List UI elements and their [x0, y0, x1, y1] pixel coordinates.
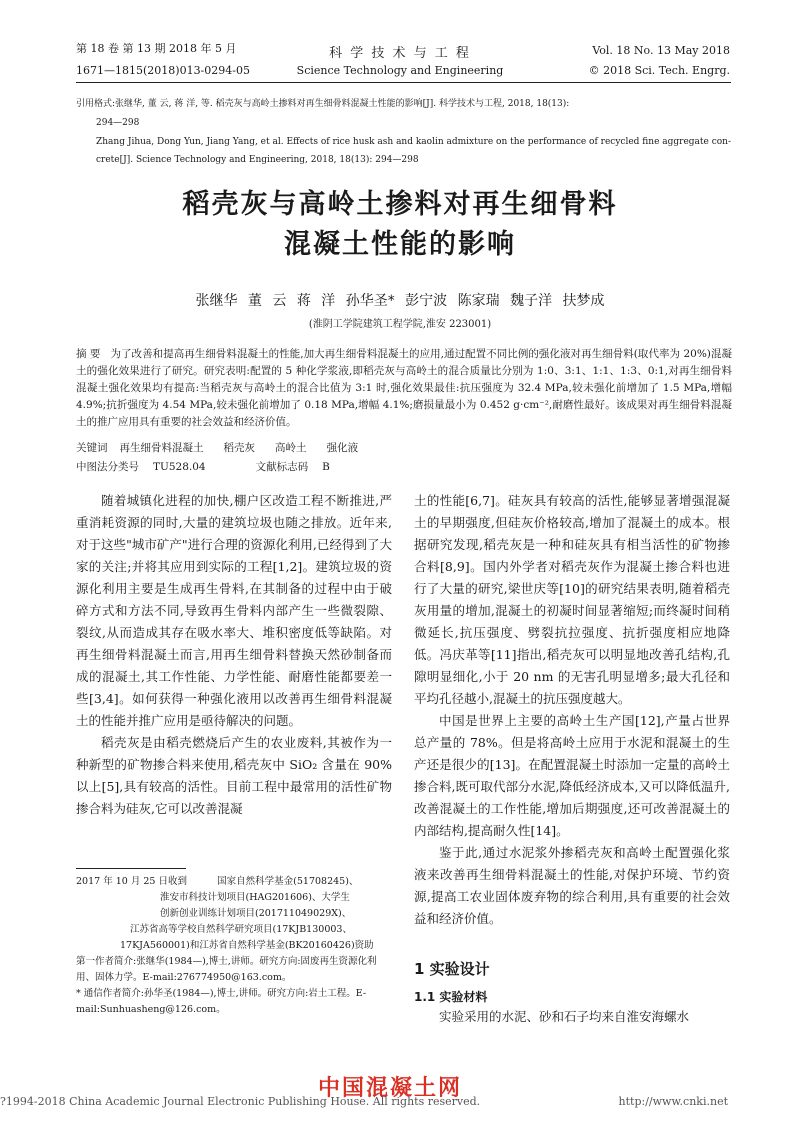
journal-issue-cn: 第 18 卷 第 13 期 2018 年 5 月 [76, 42, 237, 55]
article-title-line1: 稻壳灰与高岭土掺料对再生细骨料 [182, 189, 618, 220]
keywords-line [76, 440, 358, 455]
section-heading-1: 1 实验设计 [414, 960, 490, 978]
footnote-fund-3: 江苏省高等学校自然科学研究项目(17KJB130003、 [130, 924, 352, 935]
affiliation: (淮阴工学院建筑工程学院,淮安 223001) [308, 319, 492, 330]
materials-paragraph: 实验采用的水泥、砂和石子均来自淮安海螺水 [439, 1009, 690, 1024]
footnote-received: 2017 年 10 月 25 日收到 国家自然科学基金(51708245)、 [76, 876, 359, 887]
footnote-corresponding-author: * 通信作者简介:孙华圣(1984—),博士,讲师。研究方向:岩土工程。E-mail:Sunhuasheng@126.com。 [76, 988, 367, 1015]
clc-label: 中图法分类号 [76, 461, 139, 473]
clc-code: TU528.04 [153, 461, 206, 473]
journal-name-cn: 科 学 技 术 与 工 程 [329, 46, 471, 61]
abstract-label: 摘 要 [76, 348, 101, 360]
journal-copyright: © 2018 Sci. Tech. Engrg. [588, 64, 730, 77]
doc-code: B [322, 461, 330, 473]
journal-name-en: Science Technology and Engineering [296, 64, 504, 77]
abstract [76, 346, 732, 431]
right-paragraph-2: 中国是世界上主要的高岭土生产国[12],产量占世界总产量的 78%。但是将高岭土应用于水泥和混凝土的生产还是很少的[13]。在配置混凝土时添加一定量的高岭土掺合料,既可取代部分水泥,降低经济成本,又可以降低温升,改善混凝土的工作性能,增加后期强度,还可改善混凝土的内部结构,提高耐久性[14]。 [414, 713, 730, 838]
footnote [76, 874, 391, 1018]
footnote-rule [76, 868, 186, 869]
footnote-fund-1: 淮安市科技计划项目(HAG201606)、大学生 [160, 892, 350, 903]
watermark-logo-text: 中国混凝土网 [318, 1076, 463, 1101]
left-column [76, 490, 392, 820]
right-paragraph-3: 鉴于此,通过水泥浆外掺稻壳灰和高岭土配置强化浆液来改善再生细骨料混凝土的性能,对保护环境、节约资源,提高工农业固体废弃物的综合利用,具有重要的社会效益和经济价值。 [414, 845, 730, 926]
header-rule [76, 82, 731, 83]
right-column-tail [414, 1006, 730, 1028]
intro-paragraph-1: 随着城镇化进程的加快,棚户区改造工程不断推进,严重消耗资源的同时,大量的建筑垃圾也随之排放。近年来,对于这些"城市矿产"进行合理的资源化利用,已经得到了大家的关注;并将其应用到实际的工程[1,2]。建筑垃圾的资源化利用主要是生成再生骨料,在其制备的过程中由于破碎方式和方法不同,导致再生骨料内部产生一些微裂隙、裂纹,从而造成其存在吸水率大、堆积密度低等缺陷。对再生细骨料混凝土而言,用再生细骨料替换天然砂制备而成的混凝土,其工作性能、力学性能、耐磨性能都要差一些[3,4]。如何获得一种强化液用以改善再生细骨料混凝土的性能并推广应用是亟待解决的问题。 [76, 493, 392, 728]
classification-line [76, 459, 330, 474]
footnote-first-author: 第一作者简介:张继华(1984—),博士,讲师。研究方向:固废再生资源化利用、固体力学。E-mail:276774950@163.com。 [76, 956, 377, 983]
footer-copyright: ?1994-2018 China Academic Journal Electronic Publishing House. All rights reserved. [0, 1095, 481, 1108]
abstract-text: 为了改善和提高再生细骨料混凝土的性能,加大再生细骨料混凝土的应用,通过配置不同比例的强化液对再生细骨料(取代率为 20%)混凝土的强化效果进行了研究。研究表明:配置的 5 种化学浆液,即稻壳灰与高岭土的混合质量比分别为 1:0、3:1、1:1、1:3、0:1,对再生细骨料混凝土强化效果均有提高:当稻壳灰与高岭土的混合比值为 3:1 时,强化效果最佳:抗压强度为 32.4 MPa,较未强化前增加了 1.5 MPa,增幅 4.9%;抗折强度为 4.54 MPa,较未强化前增加了 0.18 MPa,增幅 4.1%;磨损量最小为 0.452 g·cm⁻²,耐磨性最好。该成果对再生细骨料混凝土的推广应用具有重要的社会效益和经济价值。 [76, 348, 732, 428]
right-column [414, 490, 730, 930]
citation-en-line1: Zhang Jihua, Dong Yun, Jiang Yang, et al. Effects of rice husk ash and kaolin admixture on the performance of recycled fine aggregate con- [96, 137, 732, 147]
journal-article-number: 1671—1815(2018)013-0294-05 [76, 64, 250, 77]
doc-code-label: 文献标志码 [255, 461, 309, 473]
right-paragraph-1: 土的性能[6,7]。硅灰具有较高的活性,能够显著增强混凝土的早期强度,但硅灰价格较高,增加了混凝土的成本。根据研究发现,稻壳灰是一种和硅灰具有相当活性的矿物掺合料[8,9]。国内外学者对稻壳灰作为混凝土掺合料也进行了大量的研究,梁世庆等[10]的研究结果表明,随着稻壳灰用量的增加,混凝土的初凝时间显著缩短;而终凝时间稍微延长,抗压强度、劈裂抗拉强度、抗折强度相应地降低。冯庆革等[11]指出,稻壳灰可以明显地改善孔结构,孔隙明显细化,小于 20 nm 的无害孔明显增多;最大孔径和平均孔径越小,混凝土的抗压强度越大。 [414, 493, 730, 706]
keywords-label: 关键词 [76, 442, 108, 454]
keywords: 再生细骨料混凝土 稻壳灰 高岭土 强化液 [119, 442, 359, 454]
footer-url[interactable]: http://www.cnki.net [618, 1095, 728, 1108]
journal-volume-en: Vol. 18 No. 13 May 2018 [592, 44, 730, 57]
citation-cn-pages: 294—298 [96, 118, 140, 128]
citation-cn: 引用格式:张继华, 董 云, 蒋 洋, 等. 稻壳灰与高岭土掺料对再生细骨料混凝土性能的影响[J]. 科学技术与工程, 2018, 18(13): [76, 99, 570, 109]
intro-paragraph-2: 稻壳灰是由稻壳燃烧后产生的农业废料,其被作为一种新型的矿物掺合料来使用,稻壳灰中 SiO₂ 含量在 90% 以上[5],具有较高的活性。目前工程中最常用的活性矿物掺合料为硅灰,它可以改善混凝 [76, 735, 392, 816]
author-list: 张继华 董 云 蒋 洋 孙华圣* 彭宁波 陈家瑞 魏子洋 扶梦成 [195, 293, 605, 309]
article-title-line2: 混凝土性能的影响 [284, 229, 516, 260]
footnote-fund-2: 创新创业训练计划项目(201711049029X)、 [160, 908, 352, 919]
citation-en-line2: crete[J]. Science Technology and Engineering, 2018, 18(13): 294—298 [96, 155, 419, 165]
section-heading-1-1: 1.1 实验材料 [414, 990, 488, 1004]
footnote-fund-4: 17KJA560001)和江苏省自然科学基金(BK20160426)资助 [120, 940, 374, 951]
